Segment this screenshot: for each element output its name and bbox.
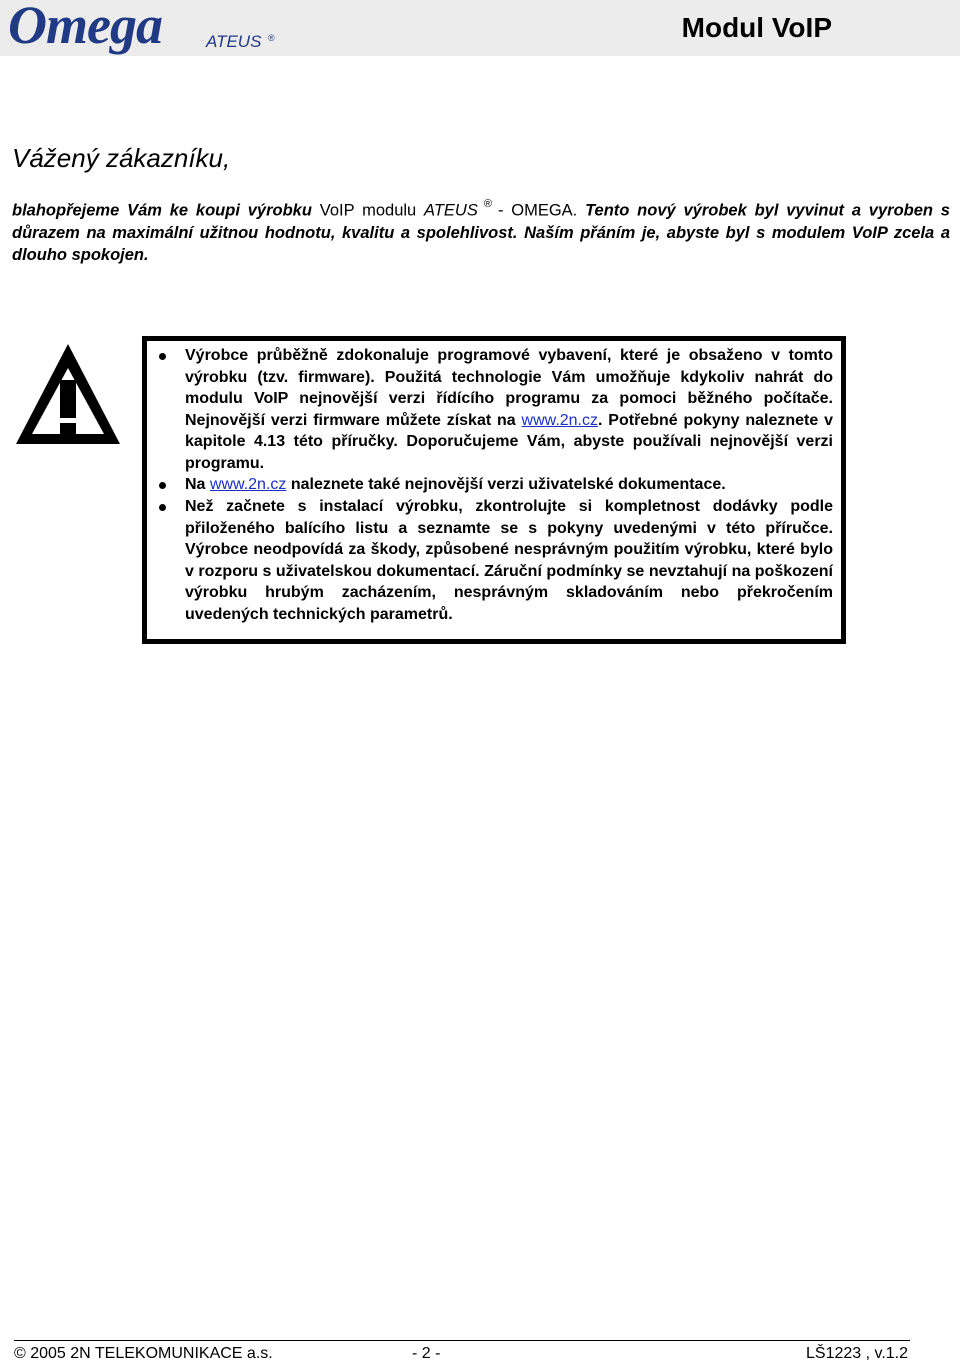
notice-text: Na <box>185 476 206 493</box>
greeting: Vážený zákazníku, <box>12 143 231 173</box>
warning-triangle-icon <box>14 340 122 448</box>
notice-item-firmware <box>185 345 833 474</box>
notice-item-docs <box>185 474 833 496</box>
notice-text: naleznete také nejnovější verzi uživatelské dokumentace. <box>290 476 726 493</box>
bullet <box>159 504 166 511</box>
registered-mark: ® <box>483 198 492 210</box>
intro-brand2: - OMEGA. <box>497 201 578 220</box>
notice-box <box>142 336 846 644</box>
intro-paragraph <box>12 195 950 266</box>
intro-product: VoIP modulu <box>319 201 417 220</box>
footer-copyright: © 2005 2N TELEKOMUNIKACE a.s. <box>14 1345 273 1362</box>
page-footer <box>14 1345 908 1365</box>
footer-page-number: - 2 - <box>412 1345 441 1362</box>
bullet <box>159 482 166 489</box>
notice-text: Výrobce průběžně zdokonaluje programové vybavení, které je obsaženo v tomto výrobku (tzv. firmware). Použitá technologie Vám umožňuje kdykoliv nahrát do modulu VoIP nejnovější verzi řídícího programu za pomoci běžného počítače. Nejnovější verzi firmware můžete získat na <box>185 347 833 429</box>
notice-text: Než začnete s instalací výrobku, zkontrolujte si kompletnost dodávky podle přiloženého balícího listu a seznamte se s pokyny uvedenými v této příručce. Výrobce neodpovídá za škody, způsobené nesprávným použitím výrobku, které bylo v rozporu s uživatelskou dokumentací. Záruční podmínky se nevztahují na poškození výrobku hrubým zacházením, nesprávným skladováním nebo překročením uvedených technických parametrů. <box>185 498 833 623</box>
intro-congrats: blahopřejeme Vám ke koupi výrobku <box>12 201 312 220</box>
footer-doc-code: LŠ1223 , v.1.2 <box>806 1345 908 1362</box>
intro-text: Tento nový výrobek byl vyvinut a vyroben s důrazem na maximální užitnou hodnotu, kvalitu a spolehlivost. Naším přáním je, abyste byl s modulem VoIP zcela a dlouho spokojen. <box>12 201 950 264</box>
notice-text: . Potřebné pokyny naleznete v kapitole 4.13 této příručky. Doporučujeme Vám, abyste používali nejnovější verzi programu. <box>185 411 833 472</box>
page-header <box>0 0 960 56</box>
logo-wordmark: Omega <box>8 0 162 55</box>
logo-subtitle: ATEUS <box>206 32 262 51</box>
intro-brand: ATEUS <box>424 201 478 220</box>
document-title: Modul VoIP <box>681 12 832 43</box>
link-2n[interactable]: www.2n.cz <box>521 411 598 429</box>
link-2n[interactable]: www.2n.cz <box>209 476 287 493</box>
footer-divider <box>14 1340 910 1341</box>
notice-item-installation <box>185 496 833 625</box>
logo-registered-mark: ® <box>268 33 275 43</box>
omega-ateus-logo <box>8 2 278 54</box>
bullet <box>159 353 166 360</box>
